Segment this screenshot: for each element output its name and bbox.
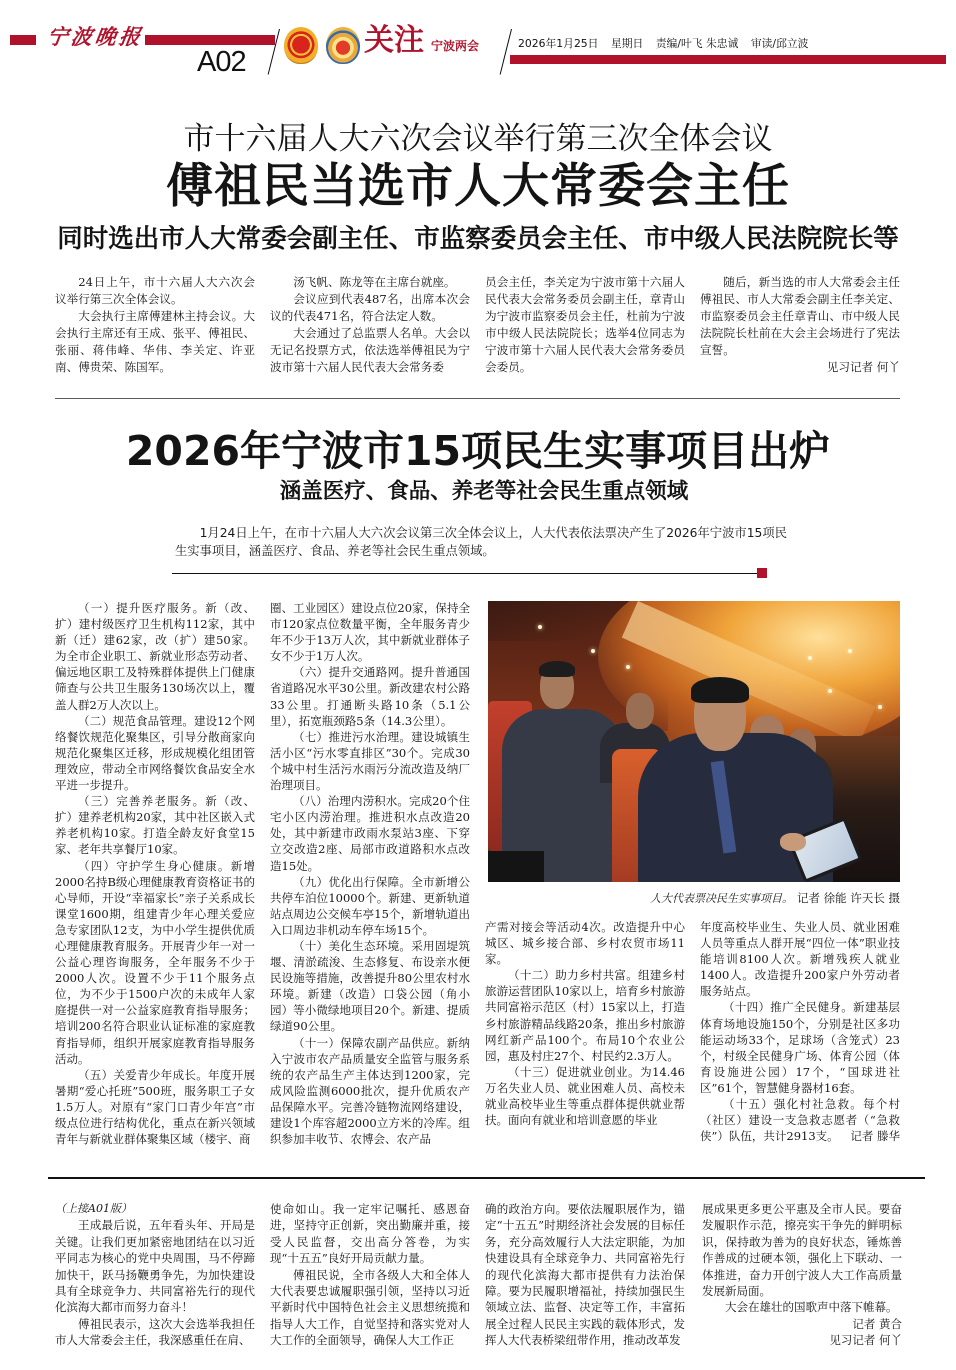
paragraph: （十四）推广全民健身。新建基层体育场地设施150个，分别是社区多功能运动场33个，足球场（含笼式）23个，村级全民健身广场、体育公园（体育设施进公园）17个，“国球进社区”61个，智慧健身器材16套。 — [700, 1000, 900, 1095]
article-column — [485, 274, 685, 376]
article-column — [55, 274, 255, 376]
section-subtitle: 宁波两会 — [431, 39, 480, 53]
paragraph: （十）美化生态环境。采用固堤筑堰、清淤疏浚、生态修复、布设亲水便民设施等措施，改善提升80公里农村水环境。新建（改造）口袋公园（角小园）等小微绿地项目20个。新建、提质绿道90公里。 — [270, 938, 470, 1034]
photo-ceiling-light — [848, 649, 852, 653]
paragraph: 24日上午，市十六届人大六次会议举行第三次全体会议。 — [55, 275, 255, 306]
byline: 记者 黄合 — [852, 1316, 902, 1331]
masthead-bar-left — [10, 35, 36, 45]
article-column — [270, 600, 470, 1147]
section-title: 关注 — [364, 23, 424, 58]
issue-date: 2026年1月25日 — [518, 37, 599, 50]
article-subhead: 涵盖医疗、食品、养老等社会民生重点领域 — [279, 479, 689, 504]
photo-person-hair — [691, 677, 749, 703]
photo-ceiling-light — [808, 656, 812, 660]
photo-caption — [488, 887, 900, 906]
article-column — [270, 274, 470, 376]
paragraph: （十二）助力乡村共富。组建乡村旅游运营团队10家以上，培育乡村旅游共同富裕示范区（村）15家以上，打造乡村旅游精品线路20条，推出乡村旅游网红新产品100个。布局10个农业公园，惠及村庄27个、村民约2.3万人。 — [485, 968, 685, 1063]
article-lead: 1月24日上午，在市十六届人大六次会议第三次全体会议上，人大代表依法票决产生了2026年宁波市15项民生实事项目，涵盖医疗、食品、养老等社会民生重点领域。 — [175, 526, 787, 558]
proofreader: 审读/邱立波 — [750, 37, 809, 50]
paragraph: 圈、工业园区）建设点位20家，保持全市120家点位数量平衡，全年服务青少年不少于13万人次，其中新就业群体子女不少于1万人次。 — [270, 601, 470, 664]
photo-ceiling-light — [626, 665, 630, 669]
paragraph: 傅祖民说，全市各级人大和全体人大代表要忠诚履职强引领，坚持以习近平新时代中国特色社会主义思想统揽和指导人大工作，自觉坚持和落实党对人大工作的全面领导，确保人大工作正 — [270, 1267, 470, 1348]
paragraph: （四）守护学生身心健康。新增2000名持B级心理健康教育资格证书的心导师，开设“幸福家长”亲子关系成长课堂1600期，组建青少年心理关爱应急专家团队12支，为中小学生提供优质心理健康教育服务。开展青少年一对一公益心理咨询服务，全年服务不少于2000人次。设置不少于11个服务点位，为不少于1500户次的未成年人家庭提供一对一公益家庭教育指导服务；培训200名符合职业认证标准的家庭教育指导师，组织开展家庭教育指导服务活动。 — [55, 858, 255, 1066]
paragraph: （九）优化出行保障。全市新增公共停车泊位10000个。新建、更新轨道站点周边公交候车亭15个，新增轨道出入口周边非机动车停车场15个。 — [270, 874, 470, 937]
article-kicker: 市十六届人大六次会议举行第三次全体会议 — [183, 121, 773, 157]
paragraph-text: （十五）强化村社急救。每个村（社区）建设一支急救志愿者（“急救侠”）队伍，共计2913支。 — [700, 1097, 900, 1144]
lead-divider — [172, 573, 758, 574]
article-column — [485, 919, 685, 1128]
issue-info — [518, 37, 817, 51]
article-column — [55, 600, 255, 1147]
article-column — [485, 1201, 685, 1349]
news-photo[interactable] — [488, 601, 900, 882]
paragraph: （五）关爱青少年成长。年度开展暑期“爱心托班”500班，服务职工子女1.5万人。对原有“家门口青少年宫”市级点位进行结构优化，重点在新兴领域青年与新就业群体聚集区域（楼宇、商 — [55, 1067, 255, 1147]
paragraph: （三）完善养老服务。新（改、扩）建养老机构20家，其中社区嵌入式养老机构10家。打造全龄友好食堂15家、老年共享餐厅10家。 — [55, 794, 255, 857]
article-headline[interactable]: 傅祖民当选市人大常委会主任 — [166, 159, 790, 214]
byline: 见习记者 何丫 — [829, 1333, 902, 1348]
section-divider — [48, 1177, 925, 1179]
newspaper-logo[interactable]: 宁波晚报 — [45, 24, 145, 49]
paragraph: 王成最后说，五年看头年、开局是关键。让我们更加紧密地团结在以习近平同志为核心的党中央周围，马不停蹄加快干，跃马扬鞭勇争先，为加快建设具有全球竞争力、共同富裕先行的现代化滨海大都市而努力奋斗！ — [55, 1218, 255, 1315]
paragraph: 随后，新当选的市人大常委会主任傅祖民、市人大常委会副主任李关定、市监察委员会主任章青山、市中级人民法院院长杜前在大会主会场进行了宪法宣誓。 — [700, 275, 900, 357]
photo-ceiling-light — [591, 649, 595, 653]
photo-bag — [488, 851, 544, 882]
masthead-divider — [500, 29, 513, 75]
paragraph: （二）规范食品管理。建设12个网络餐饮规范化聚集区，引导分散商家向规范化聚集区迁移，形成规模化组团管理效应，带动全市网络餐饮食品安全水平进一步提升。 — [55, 713, 255, 793]
article-column — [55, 1201, 255, 1349]
byline: 记者 滕华 — [850, 1129, 900, 1144]
masthead-bar-middle — [145, 35, 275, 45]
article-column — [700, 274, 900, 376]
editors: 责编/叶飞 朱忠诚 — [655, 37, 739, 50]
masthead-bar-right — [510, 55, 946, 64]
paragraph: 大会执行主席傅建林主持会议。大会执行主席还有王成、张平、傅祖民、张丽、蒋伟峰、华伟、李关定、许亚南、傅贵荣、陈国军。 — [55, 309, 255, 374]
paragraph: （六）提升交通路网。提升普通国省道路况水平30公里。新改建农村公路33公里。打通断头路10条（5.1公里），拓宽瓶颈路5条（14.3公里）。 — [270, 665, 470, 728]
article-column — [270, 1201, 470, 1349]
paragraph: 使命如山。我一定牢记嘱托、感恩奋进，坚持守正创新，突出勤廉并重，接受人民监督，交出高分答卷，为实现“十五五”良好开局贡献力量。 — [270, 1202, 470, 1266]
article-headline[interactable]: 2026年宁波市15项民生实事项目出炉 — [125, 427, 831, 475]
issue-weekday: 星期日 — [610, 37, 644, 50]
national-emblem-icon — [284, 27, 318, 64]
byline: 见习记者 何丫 — [826, 360, 900, 374]
photo-person-hair — [539, 661, 575, 677]
paragraph: 员会主任，李关定为宁波市第十六届人民代表大会常务委员会副主任，章青山为宁波市监察委员会主任，杜前为宁波市中级人民法院院长；选举4位同志为宁波市第十六届人民代表大会常务委员会委员。 — [485, 275, 685, 374]
section-divider — [55, 398, 900, 399]
paragraph: 大会通过了总监票人名单。大会以无记名投票方式，依法选举傅祖民为宁波市第十六届人民代表大会常务委 — [270, 326, 470, 374]
paragraph: 汤飞帆、陈龙等在主席台就座。 — [293, 275, 456, 289]
paragraph — [700, 1096, 900, 1144]
jump-label[interactable]: （上接A01版） — [55, 1202, 132, 1215]
paragraph: 大会在雄壮的国歌声中落下帷幕。 — [725, 1300, 898, 1315]
photo-credit: 记者 徐能 许天长 摄 — [797, 891, 900, 905]
photo-ceiling-light — [538, 625, 542, 629]
photo-ceiling-light — [828, 689, 832, 693]
paragraph: 年度高校毕业生、失业人员、就业困难人员等重点人群开展“四位一体”职业技能培训8100人次。新增残疾人就业1400人。改造提升200家户外劳动者服务站点。 — [700, 920, 900, 999]
photo-ceiling-light — [878, 705, 882, 709]
paragraph: （八）治理内涝积水。完成20个住宅小区内涝治理。推进积水点改造20处，其中新建市政雨水泵站3座、下穿立交改造2座、局部市政道路积水点改造15处。 — [270, 794, 470, 873]
photo-hand — [780, 833, 806, 851]
article-subhead: 同时选出市人大常委会副主任、市监察委员会主任、市中级人民法院院长等 — [57, 224, 899, 254]
paragraph: （十一）保障农副产品供应。新纳入宁波市农产品质量安全监管与服务系统的农产品生产主体达到1200家，完成风险监测6000批次，提升优质农产品保障水平。完善冷链物流网络建设，建设1个库容超2000立方米的冷库。组织参加丰收节、农博会、农产品 — [270, 1035, 470, 1147]
photo-person-head — [626, 693, 654, 729]
paragraph: 会议应到代表487名，出席本次会议的代表471名，符合法定人数。 — [270, 292, 470, 323]
paragraph: 展成果更多更公平惠及全市人民。要奋发履职作示范，擦亮实干争先的鲜明标识，保持敢为善为的良好状态，锤炼善作善成的过硬本领，强化上下联动、一体推进，奋力开创宁波人大工作高质量发展新局面。 — [702, 1202, 902, 1299]
cppcc-emblem-icon — [326, 27, 360, 64]
photo-caption-text: 人大代表票决民生实事项目。 — [650, 892, 794, 905]
paragraph: 傅祖民表示，这次大会选举我担任市人大常委会主任，我深感重任在肩、 — [55, 1316, 255, 1348]
paragraph: （十三）促进就业创业。为14.46万名失业人员、就业困难人员、高校未就业高校毕业生等重点群体提供就业帮扶。面向有就业和培训意愿的毕业 — [485, 1064, 685, 1128]
divider-marker — [757, 568, 767, 578]
article-column — [700, 919, 900, 1144]
paragraph: 确的政治方向。要依法履职展作为，锚定“十五五”时期经济社会发展的目标任务，充分高效履行人大法定职能，为加快建设具有全球竞争力、共同富裕先行的现代化滨海大都市提供有力法治保障。要为民履职增福祉，持续加强民生领域立法、监督、决定等工作，丰富拓展全过程人民民主实践的载体形式，发挥人大代表桥梁纽带作用，推动改革发 — [485, 1202, 685, 1348]
paragraph: （一）提升医疗服务。新（改、扩）建村级医疗卫生机构112家，其中新（迁）建62家，改（扩）建50家。为全市企业职工、新就业形态劳动者、偏远地区职工及特殊群体提供上门健康筛查与公共卫生服务130场次以上，覆盖人群2万人次以上。 — [55, 601, 255, 712]
article-column — [702, 1201, 902, 1349]
paragraph: 产需对接会等活动4次。改造提升中心城区、城乡接合部、乡村农贸市场11家。 — [485, 920, 685, 967]
page-number: A02 — [197, 46, 246, 78]
paragraph: （七）推进污水治理。建设城镇生活小区“污水零直排区”30个。完成30个城中村生活污水雨污分流改造及纳厂治理项目。 — [270, 729, 470, 793]
